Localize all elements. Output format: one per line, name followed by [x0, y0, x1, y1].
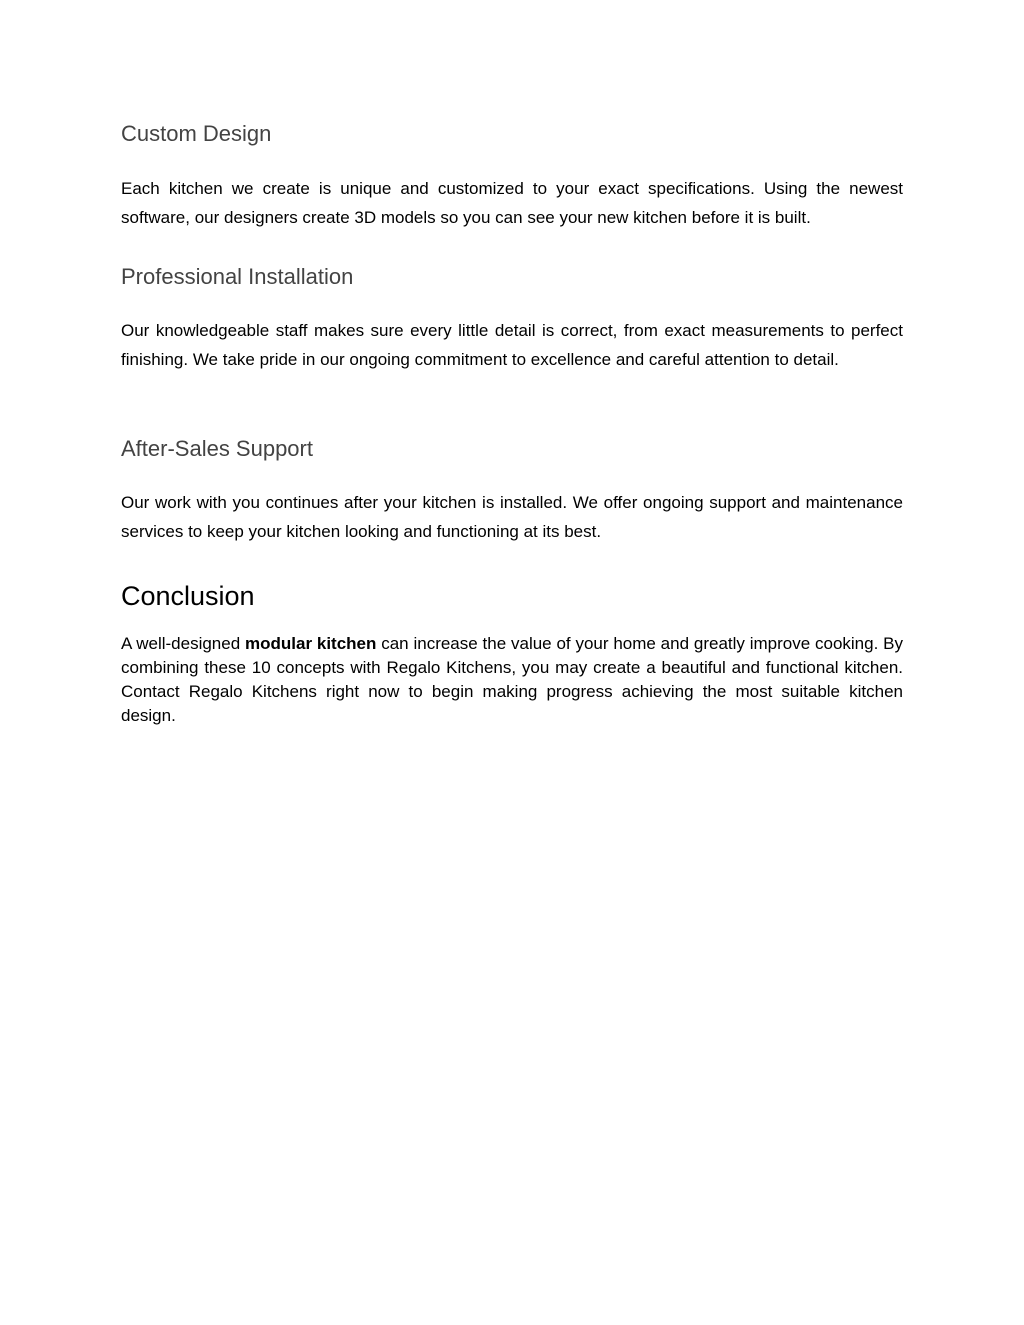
conclusion-body-after: can increase the value of your home and greatly improve cooking. By combining these 10 concepts with Regalo Kitchens, you may create a beautiful and functional kitchen. Contact Regalo Kitchens right now to begin making progress achieving the most suitable kitchen design. — [121, 634, 903, 725]
conclusion-heading: Conclusion — [121, 581, 255, 611]
section-heading-professional-installation: Professional Installation — [121, 264, 354, 289]
section-body-custom-design: Each kitchen we create is unique and customized to your exact specifications. Using the newest software, our designers create 3D models so you can see your new kitchen before it is built. — [121, 179, 903, 227]
section-heading-custom-design: Custom Design — [121, 121, 272, 146]
section-body-after-sales-support: Our work with you continues after your kitchen is installed. We offer ongoing support and maintenance services to keep your kitchen looking and functioning at its best. — [121, 493, 903, 541]
section-body-professional-installation: Our knowledgeable staff makes sure every little detail is correct, from exact measurements to perfect finishing. We take pride in our ongoing commitment to excellence and careful attention to detail. — [121, 321, 903, 369]
conclusion-body — [121, 632, 903, 728]
conclusion-body-before: A well-designed — [121, 634, 245, 653]
conclusion-body-bold: modular kitchen — [245, 634, 377, 653]
section-heading-after-sales-support: After-Sales Support — [121, 436, 313, 461]
